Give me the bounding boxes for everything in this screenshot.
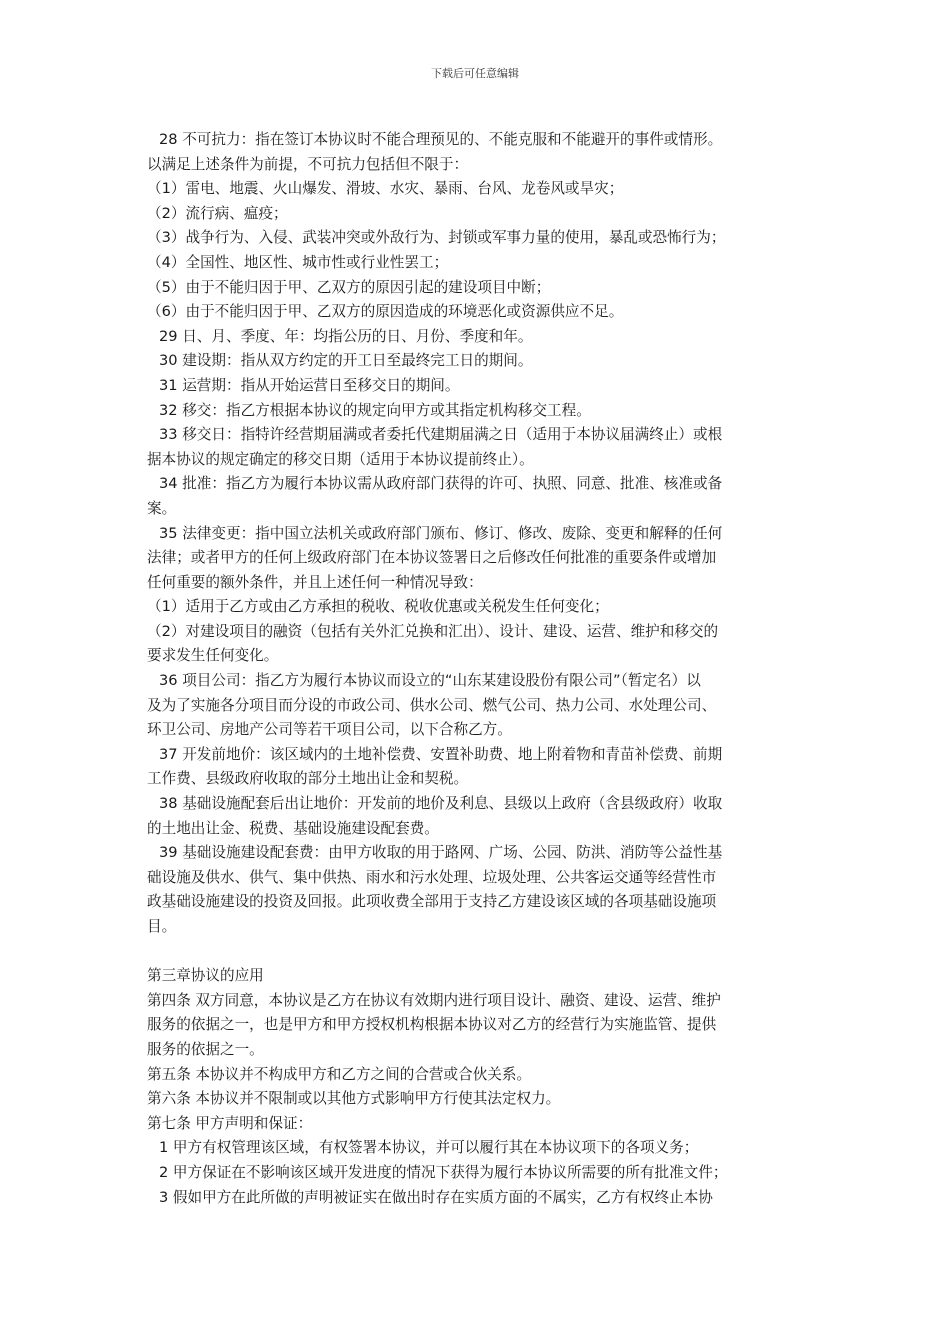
text-line: （4）全国性、地区性、城市性或行业性罢工； — [147, 253, 449, 271]
text-line: （3）战争行为、入侵、武装冲突或外敌行为、封锁或军事力量的使用，暴乱或恐怖行为； — [147, 229, 726, 247]
text-line: 29 日、月、季度、年：均指公历的日、月份、季度和年。 — [159, 327, 533, 345]
text-line: （1）适用于乙方或由乙方承担的税收、税收优惠或关税发生任何变化； — [147, 598, 609, 616]
text-line: 的土地出让金、税费、基础设施建设配套费。 — [147, 819, 439, 837]
text-line: 要求发生任何变化。 — [147, 647, 279, 665]
text-line: （1）雷电、地震、火山爆发、滑坡、水灾、暴雨、台风、龙卷风或旱灾； — [147, 180, 624, 198]
text-line: 据本协议的规定确定的移交日期（适用于本协议提前终止）。 — [147, 450, 534, 468]
text-line: 政基础设施建设的投资及回报。此项收费全部用于支持乙方建设该区域的各项基础设施项 — [147, 893, 717, 911]
text-line: 37 开发前地价：该区域内的土地补偿费、安置补助费、地上附着物和青苗补偿费、前期 — [159, 745, 723, 763]
text-line: 35 法律变更：指中国立法机关或政府部门颁布、修订、修改、废除、变更和解释的任何 — [159, 524, 723, 542]
text-line: 36 项目公司：指乙方为履行本协议而设立的“山东某建设股份有限公司”（暂定名）以 — [159, 672, 701, 690]
page-header: 下载后可任意编辑 — [431, 67, 519, 80]
text-line: 础设施及供水、供气、集中供热、雨水和污水处理、垃圾处理、公共客运交通等经营性市 — [147, 868, 717, 886]
text-line: 服务的依据之一，也是甲方和甲方授权机构根据本协议对乙方的经营行为实施监管、提供 — [147, 1016, 717, 1034]
text-line: 第三章协议的应用 — [147, 967, 264, 985]
document-body — [147, 128, 807, 1210]
text-line: 法律；或者甲方的任何上级政府部门在本协议签署日之后修改任何批准的重要条件或增加 — [147, 549, 717, 567]
text-line: 工作费、县级政府收取的部分土地出让金和契税。 — [147, 770, 469, 788]
text-line: 31 运营期：指从开始运营日至移交日的期间。 — [159, 376, 460, 394]
text-line: 1 甲方有权管理该区域，有权签署本协议，并可以履行其在本协议项下的各项义务； — [159, 1139, 699, 1157]
text-line: 30 建设期：指从双方约定的开工日至最终完工日的期间。 — [159, 352, 533, 370]
text-line: 32 移交：指乙方根据本协议的规定向甲方或其指定机构移交工程。 — [159, 401, 591, 419]
text-line: （5）由于不能归因于甲、乙双方的原因引起的建设项目中断； — [147, 278, 551, 296]
text-line: 2 甲方保证在不影响该区域开发进度的情况下获得为履行本协议所需要的所有批准文件； — [159, 1163, 728, 1181]
text-line: 34 批准：指乙方为履行本协议需从政府部门获得的许可、执照、同意、批准、核准或备 — [159, 475, 723, 493]
text-line: 第五条 本协议并不构成甲方和乙方之间的合营或合伙关系。 — [147, 1065, 532, 1083]
text-line: 案。 — [147, 499, 177, 517]
paragraph-gap — [147, 940, 807, 965]
text-line: （2）流行病、瘟疫； — [147, 204, 288, 222]
text-line: 环卫公司、房地产公司等若干项目公司，以下合称乙方。 — [147, 721, 512, 739]
text-line: 任何重要的额外条件，并且上述任何一种情况导致： — [147, 573, 483, 591]
text-line: 目。 — [147, 918, 177, 935]
text-line: 33 移交日：指特许经营期届满或者委托代建期届满之日（适用于本协议届满终止）或根 — [159, 426, 723, 444]
text-line: 39 基础设施建设配套费：由甲方收取的用于路网、广场、公园、防洪、消防等公益性基 — [159, 844, 723, 862]
text-line: 及为了实施各分项目而分设的市政公司、供水公司、燃气公司、热力公司、水处理公司、 — [147, 696, 717, 714]
text-line: 38 基础设施配套后出让地价：开发前的地价及利息、县级以上政府（含县级政府）收取 — [159, 795, 723, 813]
text-line: 3 假如甲方在此所做的声明被证实在做出时存在实质方面的不属实，乙方有权终止本协 — [159, 1188, 713, 1206]
text-line: 第四条 双方同意，本协议是乙方在协议有效期内进行项目设计、融资、建设、运营、维护 — [147, 991, 721, 1009]
text-line: 第六条 本协议并不限制或以其他方式影响甲方行使其法定权力。 — [147, 1090, 561, 1108]
text-line: 以满足上述条件为前提，不可抗力包括但不限于： — [147, 155, 469, 173]
text-line: 服务的依据之一。 — [147, 1040, 264, 1058]
text-line: 第七条 甲方声明和保证： — [147, 1114, 313, 1132]
text-line: 28 不可抗力：指在签订本协议时不能合理预见的、不能克服和不能避开的事件或情形。 — [159, 131, 723, 148]
text-line: （6）由于不能归因于甲、乙双方的原因造成的环境恶化或资源供应不足。 — [147, 303, 624, 321]
text-line: （2）对建设项目的融资（包括有关外汇兑换和汇出）、设计、建设、运营、维护和移交的 — [147, 622, 719, 640]
